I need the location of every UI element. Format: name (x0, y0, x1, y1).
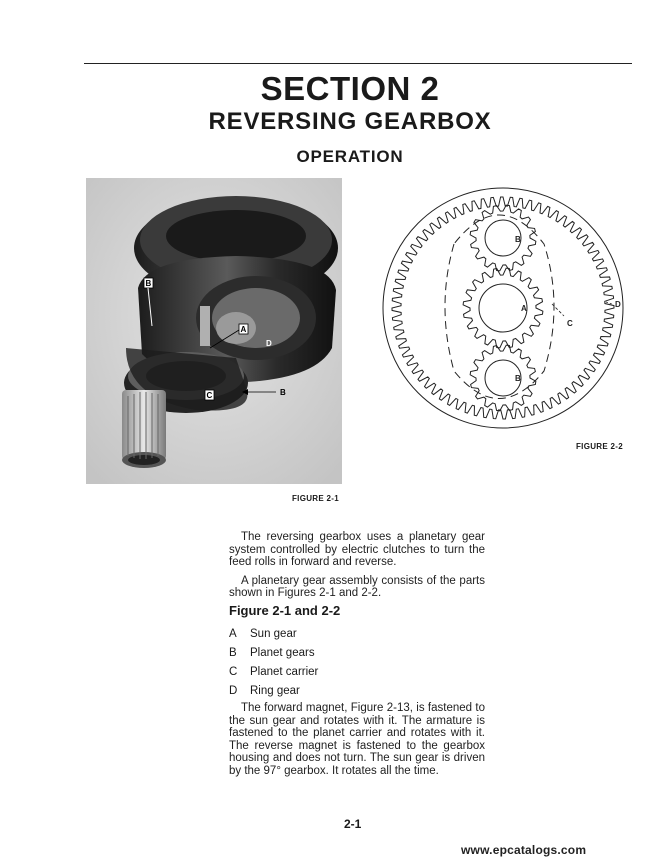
paragraph-3: The forward magnet, Figure 2-13, is fastened to the sun gear and rotates with it. The armature is fastened to the planet carrier and rotates with it. The reverse magnet is fastened to the gearbox housing and does not turn. The sun gear is driven by the 97° gearbox. It rotates all the time. (229, 702, 485, 777)
diagram-label-a: A (521, 304, 527, 313)
ring-gear-outer (383, 188, 623, 428)
diagram-label-b-bottom: B (515, 374, 521, 383)
planet-gear-bottom (470, 345, 536, 411)
photo-callout-b-upper: B (145, 279, 152, 288)
watermark: www.epcatalogs.com (461, 843, 587, 857)
photo-callout-c: C (206, 391, 213, 400)
paragraph-1: The reversing gearbox uses a planetary gear system controlled by electric clutches to turn the feed rolls in forward and reverse. (229, 531, 485, 569)
section-title: SECTION 2 (260, 70, 440, 107)
photo-callout-a: A (240, 325, 247, 334)
gearbox-photo (86, 178, 342, 484)
intro-text (229, 531, 485, 606)
diagram-label-d: D (615, 300, 621, 309)
photo-callout-b-lower: B (280, 388, 286, 397)
operation-heading: OPERATION (296, 147, 404, 166)
operation-text (229, 702, 485, 784)
diagram-label-b-top: B (515, 235, 521, 244)
page-number: 2-1 (344, 817, 362, 831)
photo-callout-d: D (266, 339, 272, 348)
figure-2-1-caption: FIGURE 2-1 (292, 494, 340, 503)
list-item: C Planet carrier (229, 666, 319, 678)
planetary-gear-diagram (374, 186, 632, 436)
chapter-title: REVERSING GEARBOX (208, 108, 492, 135)
list-item: D Ring gear (229, 685, 300, 697)
sun-gear-hub (479, 284, 527, 332)
header-rule (84, 63, 632, 64)
figure-2-2-caption: FIGURE 2-2 (576, 442, 624, 451)
sun-gear (463, 268, 543, 348)
list-item: A Sun gear (229, 628, 297, 640)
parts-heading: Figure 2-1 and 2-2 (229, 603, 341, 618)
ring-gear (392, 197, 614, 419)
parts-list (229, 625, 318, 701)
list-item: B Planet gears (229, 647, 315, 659)
diagram-label-c: C (567, 319, 573, 328)
paragraph-2: A planetary gear assembly consists of the parts shown in Figures 2-1 and 2-2. (229, 574, 485, 600)
